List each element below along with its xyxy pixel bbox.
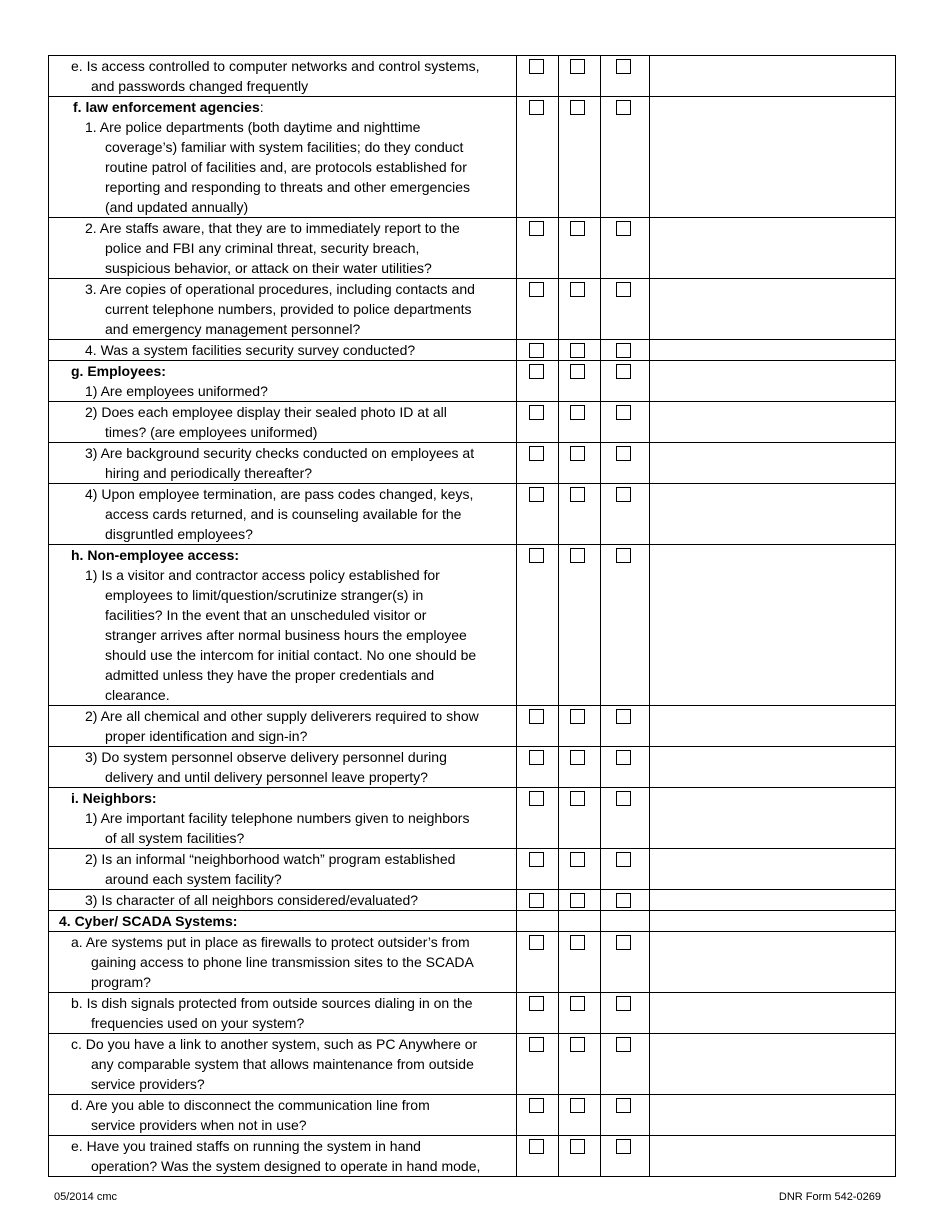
question-text-continued: and passwords changed frequently — [91, 78, 309, 94]
checkbox-cell — [601, 443, 650, 484]
question-cell — [49, 911, 517, 932]
answer-checkbox-3[interactable] — [616, 100, 631, 115]
answer-checkbox-1[interactable] — [529, 996, 544, 1011]
section-heading — [49, 545, 516, 565]
section-heading — [49, 788, 516, 808]
notes-cell[interactable] — [650, 911, 896, 932]
notes-cell[interactable] — [650, 97, 896, 218]
question-cell — [49, 747, 517, 788]
question-text-continued: access cards returned, and is counseling available for the — [105, 506, 462, 522]
answer-checkbox-1[interactable] — [529, 59, 544, 74]
checklist-row-f-2 — [49, 218, 896, 279]
checklist-row-g-4 — [49, 484, 896, 545]
question-text-continued: delivery and until delivery personnel leave property? — [105, 769, 428, 785]
question-cell — [49, 1136, 517, 1177]
checkbox-cell — [517, 706, 559, 747]
section-heading — [49, 97, 516, 117]
answer-checkbox-1[interactable] — [529, 893, 544, 908]
checkbox-cell — [517, 849, 559, 890]
section-heading-text: g. Employees: — [71, 363, 166, 379]
checklist-row-4e — [49, 1136, 896, 1177]
question-text-continued: (and updated annually) — [105, 199, 249, 215]
checklist-row-4c — [49, 1034, 896, 1095]
answer-checkbox-1[interactable] — [529, 100, 544, 115]
question-text-continued: any comparable system that allows maintenance from outside — [91, 1056, 474, 1072]
answer-checkbox-3[interactable] — [616, 1037, 631, 1052]
answer-checkbox-3[interactable] — [616, 791, 631, 806]
checkbox-cell — [601, 747, 650, 788]
checkbox-cell — [559, 747, 601, 788]
answer-checkbox-1[interactable] — [529, 1037, 544, 1052]
checklist-row-4a — [49, 932, 896, 993]
checklist-row-h-non — [49, 545, 896, 706]
checkbox-cell — [559, 932, 601, 993]
question-text: c. Do you have a link to another system, such as PC Anywhere or — [71, 1036, 478, 1052]
question-text: d. Are you able to disconnect the communication line from — [71, 1097, 430, 1113]
notes-cell[interactable] — [650, 545, 896, 706]
question-text: 1) Is a visitor and contractor access policy established for — [85, 567, 440, 583]
question-text-continued: reporting and responding to threats and other emergencies — [105, 179, 471, 195]
checkbox-cell — [517, 361, 559, 402]
question-text-continued: gaining access to phone line transmission sites to the SCADA — [91, 954, 474, 970]
checklist-row-i-2 — [49, 849, 896, 890]
checkbox-cell — [559, 1095, 601, 1136]
section-heading-text: f. law enforcement agencies — [73, 99, 260, 115]
answer-checkbox-2[interactable] — [570, 935, 585, 950]
checkbox-cell — [559, 706, 601, 747]
answer-checkbox-2[interactable] — [570, 548, 585, 563]
question-text-continued: service providers when not in use? — [91, 1117, 307, 1133]
checkbox-cell — [601, 218, 650, 279]
question-cell — [49, 340, 517, 361]
notes-cell[interactable] — [650, 932, 896, 993]
question-text: 2. Are staffs aware, that they are to immediately report to the — [85, 220, 460, 236]
checkbox-cell — [601, 402, 650, 443]
checkbox-cell — [601, 361, 650, 402]
answer-checkbox-3[interactable] — [616, 343, 631, 358]
checkbox-cell — [559, 402, 601, 443]
answer-checkbox-2[interactable] — [570, 282, 585, 297]
answer-checkbox-2[interactable] — [570, 405, 585, 420]
answer-checkbox-2[interactable] — [570, 487, 585, 502]
question-text: e. Is access controlled to computer networks and control systems, — [71, 58, 480, 74]
answer-checkbox-1[interactable] — [529, 364, 544, 379]
answer-checkbox-1[interactable] — [529, 405, 544, 420]
checkbox-cell — [559, 56, 601, 97]
checkbox-cell — [517, 56, 559, 97]
question-text-continued: proper identification and sign-in? — [105, 728, 308, 744]
answer-checkbox-3[interactable] — [616, 935, 631, 950]
answer-checkbox-3[interactable] — [616, 750, 631, 765]
checkbox-cell — [517, 218, 559, 279]
answer-checkbox-1[interactable] — [529, 709, 544, 724]
checkbox-cell — [559, 911, 601, 932]
answer-checkbox-2[interactable] — [570, 343, 585, 358]
answer-checkbox-1[interactable] — [529, 548, 544, 563]
notes-cell[interactable] — [650, 747, 896, 788]
answer-checkbox-2[interactable] — [570, 446, 585, 461]
checkbox-cell — [517, 545, 559, 706]
checklist-row-f-law — [49, 97, 896, 218]
answer-checkbox-3[interactable] — [616, 709, 631, 724]
question-text: b. Is dish signals protected from outside sources dialing in on the — [71, 995, 473, 1011]
question-cell — [49, 706, 517, 747]
checkbox-cell — [517, 402, 559, 443]
question-text: 2) Does each employee display their sealed photo ID at all — [85, 404, 447, 420]
notes-cell[interactable] — [650, 890, 896, 911]
question-text: e. Have you trained staffs on running the system in hand — [71, 1138, 421, 1154]
answer-checkbox-3[interactable] — [616, 893, 631, 908]
checkbox-cell — [517, 1136, 559, 1177]
question-text: 2) Are all chemical and other supply deliverers required to show — [85, 708, 479, 724]
checkbox-cell — [559, 545, 601, 706]
question-cell — [49, 361, 517, 402]
answer-checkbox-2[interactable] — [570, 709, 585, 724]
answer-checkbox-1[interactable] — [529, 791, 544, 806]
checkbox-cell — [517, 993, 559, 1034]
notes-cell[interactable] — [650, 993, 896, 1034]
question-text-continued: admitted unless they have the proper credentials and — [105, 667, 435, 683]
question-text: 1) Are employees uniformed? — [85, 383, 268, 399]
checkbox-cell — [517, 279, 559, 340]
checklist-row-g-emp — [49, 361, 896, 402]
checkbox-cell — [601, 1095, 650, 1136]
checkbox-cell — [517, 340, 559, 361]
answer-checkbox-3[interactable] — [616, 1098, 631, 1113]
checkbox-cell — [559, 890, 601, 911]
question-text-continued: operation? Was the system designed to operate in hand mode, — [91, 1158, 481, 1174]
checklist-row-g-2 — [49, 402, 896, 443]
section-heading — [49, 911, 516, 931]
checkbox-cell — [601, 1136, 650, 1177]
question-cell — [49, 932, 517, 993]
question-text: 3) Do system personnel observe delivery personnel during — [85, 749, 447, 765]
checkbox-cell — [559, 788, 601, 849]
answer-checkbox-2[interactable] — [570, 852, 585, 867]
question-text-continued: around each system facility? — [105, 871, 282, 887]
question-text-continued: times? (are employees uniformed) — [105, 424, 318, 440]
checkbox-cell — [517, 890, 559, 911]
checklist-row-4d — [49, 1095, 896, 1136]
question-text-continued: hiring and periodically thereafter? — [105, 465, 313, 481]
section-heading-text: i. Neighbors: — [71, 790, 157, 806]
checkbox-cell — [559, 993, 601, 1034]
question-text: 1. Are police departments (both daytime and nighttime — [85, 119, 421, 135]
answer-checkbox-3[interactable] — [616, 59, 631, 74]
checkbox-cell — [601, 484, 650, 545]
question-cell — [49, 849, 517, 890]
question-text-continued: suspicious behavior, or attack on their water utilities? — [105, 260, 432, 276]
notes-cell[interactable] — [650, 56, 896, 97]
checkbox-cell — [559, 97, 601, 218]
answer-checkbox-2[interactable] — [570, 893, 585, 908]
checkbox-cell — [517, 1095, 559, 1136]
answer-checkbox-3[interactable] — [616, 1139, 631, 1154]
notes-cell[interactable] — [650, 218, 896, 279]
answer-checkbox-3[interactable] — [616, 446, 631, 461]
notes-cell[interactable] — [650, 340, 896, 361]
answer-checkbox-1[interactable] — [529, 935, 544, 950]
checklist-row-f-4 — [49, 340, 896, 361]
answer-checkbox-1[interactable] — [529, 750, 544, 765]
checkbox-cell — [517, 788, 559, 849]
answer-checkbox-1[interactable] — [529, 1098, 544, 1113]
checkbox-cell — [559, 279, 601, 340]
answer-checkbox-2[interactable] — [570, 364, 585, 379]
checkbox-cell — [559, 849, 601, 890]
answer-checkbox-2[interactable] — [570, 1037, 585, 1052]
question-cell — [49, 1095, 517, 1136]
question-text: a. Are systems put in place as firewalls to protect outsider’s from — [71, 934, 470, 950]
notes-cell[interactable] — [650, 402, 896, 443]
checklist-row-e-access — [49, 56, 896, 97]
checklist-row-g-3 — [49, 443, 896, 484]
checkbox-cell — [601, 56, 650, 97]
checkbox-cell — [517, 747, 559, 788]
checkbox-cell — [559, 361, 601, 402]
answer-checkbox-1[interactable] — [529, 221, 544, 236]
question-text-continued: program? — [91, 974, 151, 990]
notes-cell[interactable] — [650, 279, 896, 340]
notes-cell[interactable] — [650, 1034, 896, 1095]
checklist-row-f-3 — [49, 279, 896, 340]
question-cell — [49, 545, 517, 706]
answer-checkbox-3[interactable] — [616, 364, 631, 379]
question-cell — [49, 484, 517, 545]
checklist-table — [48, 55, 896, 1177]
checkbox-cell — [517, 1034, 559, 1095]
answer-checkbox-2[interactable] — [570, 59, 585, 74]
checklist-body — [49, 56, 896, 1177]
question-cell — [49, 218, 517, 279]
answer-checkbox-3[interactable] — [616, 996, 631, 1011]
question-text-continued: should use the intercom for initial contact. No one should be — [105, 647, 477, 663]
checklist-row-h-3 — [49, 747, 896, 788]
notes-cell[interactable] — [650, 788, 896, 849]
answer-checkbox-2[interactable] — [570, 750, 585, 765]
checkbox-cell — [559, 443, 601, 484]
answer-checkbox-3[interactable] — [616, 487, 631, 502]
checklist-row-i-3 — [49, 890, 896, 911]
answer-checkbox-1[interactable] — [529, 852, 544, 867]
notes-cell[interactable] — [650, 706, 896, 747]
answer-checkbox-2[interactable] — [570, 221, 585, 236]
question-cell — [49, 402, 517, 443]
checkbox-cell — [601, 706, 650, 747]
question-cell — [49, 1034, 517, 1095]
checkbox-cell — [601, 279, 650, 340]
answer-checkbox-3[interactable] — [616, 221, 631, 236]
answer-checkbox-2[interactable] — [570, 1098, 585, 1113]
notes-cell[interactable] — [650, 484, 896, 545]
answer-checkbox-3[interactable] — [616, 405, 631, 420]
question-text-continued: of all system facilities? — [105, 830, 245, 846]
question-cell — [49, 993, 517, 1034]
question-cell — [49, 56, 517, 97]
footer-date: 05/2014 cmc — [54, 1191, 117, 1203]
question-text-continued: frequencies used on your system? — [91, 1015, 305, 1031]
question-text-continued: and emergency management personnel? — [105, 321, 361, 337]
checklist-row-h-2 — [49, 706, 896, 747]
checkbox-cell — [517, 443, 559, 484]
answer-checkbox-3[interactable] — [616, 548, 631, 563]
question-text-continued: facilities? In the event that an unscheduled visitor or — [105, 607, 427, 623]
checkbox-cell — [559, 1034, 601, 1095]
checkbox-cell — [601, 788, 650, 849]
question-text-continued: police and FBI any criminal threat, security breach, — [105, 240, 420, 256]
checkbox-cell — [559, 1136, 601, 1177]
question-text-continued: current telephone numbers, provided to police departments — [105, 301, 472, 317]
question-cell — [49, 890, 517, 911]
checkbox-cell — [601, 911, 650, 932]
checkbox-cell — [517, 97, 559, 218]
answer-checkbox-2[interactable] — [570, 100, 585, 115]
question-text: 4) Upon employee termination, are pass codes changed, keys, — [85, 486, 474, 502]
answer-checkbox-3[interactable] — [616, 282, 631, 297]
checkbox-cell — [601, 545, 650, 706]
question-text-continued: stranger arrives after normal business hours the employee — [105, 627, 467, 643]
answer-checkbox-2[interactable] — [570, 791, 585, 806]
question-text: 4. Was a system facilities security survey conducted? — [85, 342, 416, 358]
section-heading-suffix: : — [259, 99, 264, 115]
answer-checkbox-2[interactable] — [570, 1139, 585, 1154]
checklist-row-i-neigh — [49, 788, 896, 849]
checkbox-cell — [601, 993, 650, 1034]
answer-checkbox-1[interactable] — [529, 487, 544, 502]
answer-checkbox-1[interactable] — [529, 343, 544, 358]
checklist-row-cyber — [49, 911, 896, 932]
question-text: 1) Are important facility telephone numbers given to neighbors — [85, 810, 470, 826]
notes-cell[interactable] — [650, 443, 896, 484]
question-text-continued: routine patrol of facilities and, are protocols established for — [105, 159, 467, 175]
checkbox-cell — [559, 218, 601, 279]
checkbox-cell — [517, 484, 559, 545]
notes-cell[interactable] — [650, 849, 896, 890]
section-heading — [49, 361, 516, 381]
checkbox-cell — [559, 340, 601, 361]
checkbox-cell — [601, 932, 650, 993]
question-text: 3) Are background security checks conducted on employees at — [85, 445, 475, 461]
notes-cell[interactable] — [650, 1136, 896, 1177]
answer-checkbox-1[interactable] — [529, 1139, 544, 1154]
question-cell — [49, 443, 517, 484]
footer-form-number: DNR Form 542-0269 — [778, 1191, 881, 1203]
question-text: 3. Are copies of operational procedures, including contacts and — [85, 281, 475, 297]
checkbox-cell — [601, 97, 650, 218]
checkbox-cell — [601, 890, 650, 911]
checkbox-cell — [601, 340, 650, 361]
answer-checkbox-2[interactable] — [570, 996, 585, 1011]
checkbox-cell — [601, 849, 650, 890]
question-cell — [49, 97, 517, 218]
question-text: 3) Is character of all neighbors considered/evaluated? — [85, 892, 419, 908]
answer-checkbox-1[interactable] — [529, 282, 544, 297]
question-text-continued: clearance. — [105, 687, 170, 703]
checkbox-cell — [517, 932, 559, 993]
checkbox-cell — [559, 484, 601, 545]
answer-checkbox-3[interactable] — [616, 852, 631, 867]
question-text-continued: coverage’s) familiar with system facilities; do they conduct — [105, 139, 464, 155]
question-cell — [49, 788, 517, 849]
question-text-continued: employees to limit/question/scrutinize stranger(s) in — [105, 587, 424, 603]
question-text: 2) Is an informal “neighborhood watch” program established — [85, 851, 456, 867]
checklist-row-4b — [49, 993, 896, 1034]
question-cell — [49, 279, 517, 340]
question-text-continued: disgruntled employees? — [105, 526, 253, 542]
notes-cell[interactable] — [650, 361, 896, 402]
checkbox-cell — [601, 1034, 650, 1095]
checkbox-cell — [517, 911, 559, 932]
section-heading-text: h. Non-employee access: — [71, 547, 240, 563]
section-heading-text: 4. Cyber/ SCADA Systems: — [59, 913, 238, 929]
notes-cell[interactable] — [650, 1095, 896, 1136]
question-text-continued: service providers? — [91, 1076, 205, 1092]
answer-checkbox-1[interactable] — [529, 446, 544, 461]
